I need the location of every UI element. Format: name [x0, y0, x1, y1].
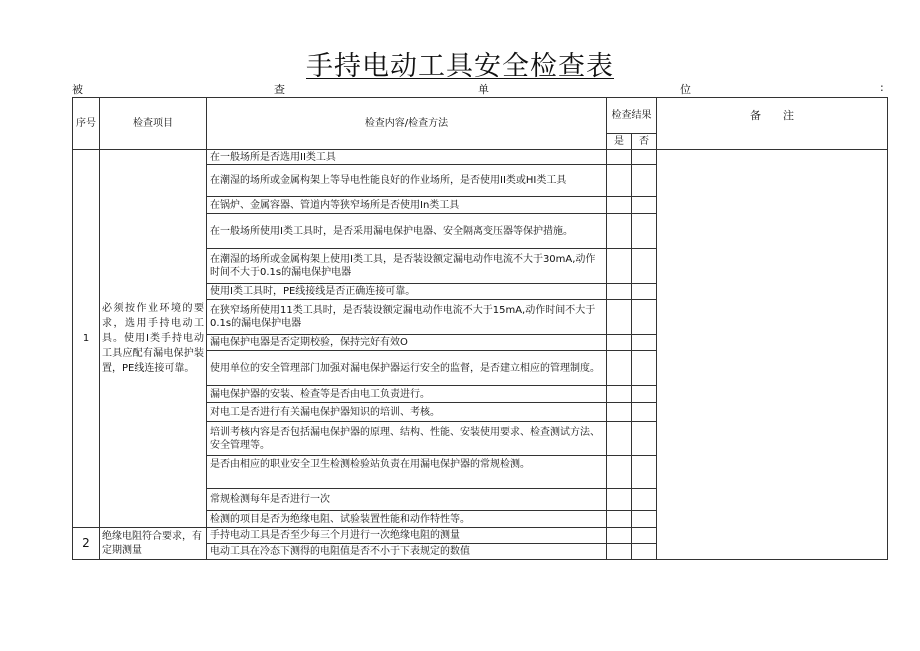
result-no-cell[interactable]: [632, 386, 657, 403]
header-seq: 序号: [73, 98, 100, 150]
table-row: [73, 150, 888, 165]
check-content: 在锅炉、金属容器、管道内等狭窄场所是否使用In类工具: [207, 197, 607, 214]
header-no: 否: [632, 134, 657, 150]
result-no-cell[interactable]: [632, 489, 657, 511]
check-content: 电动工具在冷态下测得的电阻值是否不小于下表规定的数值: [207, 544, 607, 560]
result-no-cell[interactable]: [632, 456, 657, 489]
result-no-cell[interactable]: [632, 214, 657, 249]
result-yes-cell[interactable]: [607, 403, 632, 422]
result-no-cell[interactable]: [632, 335, 657, 351]
unit-label-char: 单: [478, 83, 489, 96]
result-yes-cell[interactable]: [607, 150, 632, 165]
result-yes-cell[interactable]: [607, 528, 632, 544]
check-content: 使用单位的安全管理部门加强对漏电保护器运行安全的监督，是否建立相应的管理制度。: [207, 351, 607, 386]
result-yes-cell[interactable]: [607, 197, 632, 214]
result-yes-cell[interactable]: [607, 249, 632, 284]
result-no-cell[interactable]: [632, 351, 657, 386]
result-yes-cell[interactable]: [607, 511, 632, 528]
result-no-cell[interactable]: [632, 422, 657, 456]
header-row: [73, 98, 888, 134]
result-yes-cell[interactable]: [607, 351, 632, 386]
check-content: 是否由相应的职业安全卫生检测检验站负责在用漏电保护器的常规检测。: [207, 456, 607, 489]
result-yes-cell[interactable]: [607, 165, 632, 197]
check-content: 漏电保护电器是否定期校验，保持完好有效O: [207, 335, 607, 351]
result-no-cell[interactable]: [632, 544, 657, 560]
header-yes: 是: [607, 134, 632, 150]
result-yes-cell[interactable]: [607, 456, 632, 489]
check-content: 在一般场所使用I类工具时，是否采用漏电保护电器、安全隔离变压器等保护措施。: [207, 214, 607, 249]
header-content: 检查内容/检查方法: [207, 98, 607, 150]
check-content: 在潮湿的场所或金属构架上等导电性能良好的作业场所，是否使用II类或HI类工具: [207, 165, 607, 197]
check-content: 培训考核内容是否包括漏电保护器的原理、结构、性能、安装使用要求、检查测试方法、安全管理等。: [207, 422, 607, 456]
check-content: 在狭窄场所使用11类工具时，是否装设额定漏电动作电流不大于15mA,动作时间不大于0.1s的漏电保护电器: [207, 300, 607, 335]
result-no-cell[interactable]: [632, 528, 657, 544]
unit-label-char: 位: [680, 83, 691, 96]
section-item: 绝缘电阻符合要求，有定期测量: [100, 528, 207, 560]
unit-label-char: :: [880, 81, 884, 94]
section-item: 必须按作业环境的要求，选用手持电动工具。使用I类手持电动工具应配有漏电保护装置，PE线连接可靠。: [100, 150, 207, 528]
result-no-cell[interactable]: [632, 165, 657, 197]
result-no-cell[interactable]: [632, 249, 657, 284]
result-no-cell[interactable]: [632, 403, 657, 422]
result-yes-cell[interactable]: [607, 544, 632, 560]
result-no-cell[interactable]: [632, 150, 657, 165]
check-content: 使用I类工具时，PE线接线是否正确连接可靠。: [207, 284, 607, 300]
inspected-unit-row: [72, 81, 888, 96]
result-no-cell[interactable]: [632, 300, 657, 335]
check-content: 手持电动工具是否至少每三个月进行一次绝缘电阻的测量: [207, 528, 607, 544]
unit-label-char: 被: [72, 83, 83, 96]
result-no-cell[interactable]: [632, 197, 657, 214]
remark-cell[interactable]: [657, 150, 888, 560]
result-no-cell[interactable]: [632, 511, 657, 528]
section-seq: 1: [73, 150, 100, 528]
result-yes-cell[interactable]: [607, 386, 632, 403]
document-title: [0, 44, 920, 83]
section-seq: 2: [73, 528, 100, 560]
header-remark: 备 注: [657, 98, 888, 150]
check-content: 漏电保护器的安装、检查等是否由电工负责进行。: [207, 386, 607, 403]
result-yes-cell[interactable]: [607, 335, 632, 351]
result-yes-cell[interactable]: [607, 422, 632, 456]
result-yes-cell[interactable]: [607, 300, 632, 335]
check-content: 常规检测每年是否进行一次: [207, 489, 607, 511]
check-content: 在潮湿的场所或金属构架上使用I类工具，是否装设额定漏电动作电流不大于30mA,动作时间不大于0.1s的漏电保护电器: [207, 249, 607, 284]
header-item: 检查项目: [100, 98, 207, 150]
result-yes-cell[interactable]: [607, 284, 632, 300]
document-title-text: 手持电动工具安全检查表: [306, 51, 614, 82]
result-yes-cell[interactable]: [607, 489, 632, 511]
header-result: 检查结果: [607, 98, 657, 134]
check-content: 检测的项目是否为绝缘电阻、试验装置性能和动作特性等。: [207, 511, 607, 528]
unit-label-char: 查: [274, 83, 285, 96]
check-content: 在一般场所是否选用II类工具: [207, 150, 607, 165]
inspection-table: [72, 97, 888, 560]
check-content: 对电工是否进行有关漏电保护器知识的培训、考核。: [207, 403, 607, 422]
result-no-cell[interactable]: [632, 284, 657, 300]
result-yes-cell[interactable]: [607, 214, 632, 249]
